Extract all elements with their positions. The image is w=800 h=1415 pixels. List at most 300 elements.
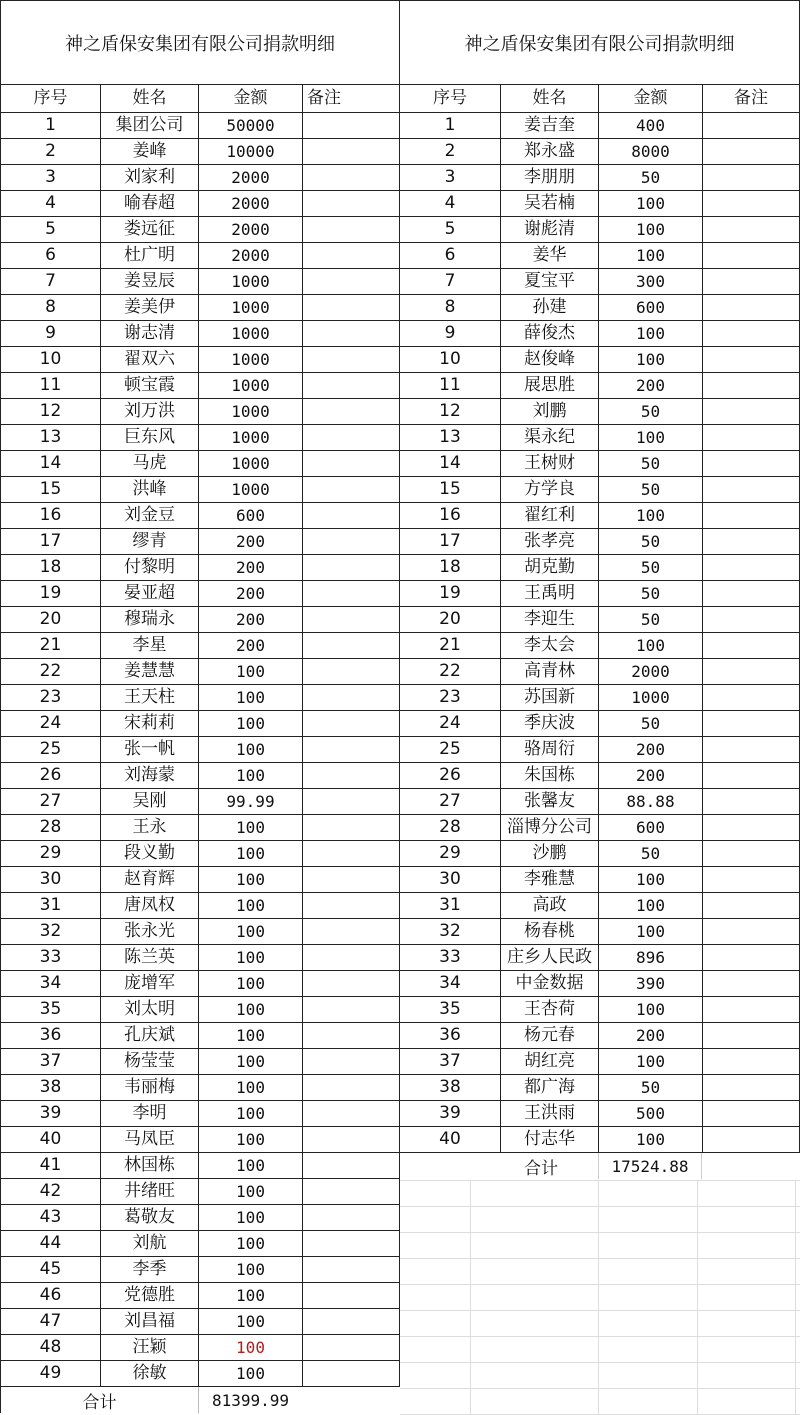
cell-number[interactable]: 45 (0, 1257, 100, 1282)
cell-number[interactable]: 46 (0, 1283, 100, 1308)
cell-name[interactable]: 巨东风 (100, 425, 198, 450)
cell-name[interactable]: 姜昱辰 (100, 269, 198, 294)
cell-remark[interactable] (702, 555, 800, 580)
cell-amount[interactable]: 100 (598, 1127, 702, 1152)
cell-remark[interactable] (702, 477, 800, 502)
cell-name[interactable]: 胡红亮 (500, 1049, 598, 1074)
cell-amount[interactable]: 1000 (198, 321, 302, 346)
cell-name[interactable]: 段义勤 (100, 841, 198, 866)
cell-number[interactable]: 10 (0, 347, 100, 372)
cell-remark[interactable] (302, 477, 400, 502)
cell-name[interactable]: 杨元春 (500, 1023, 598, 1048)
cell-name[interactable]: 刘鹏 (500, 399, 598, 424)
cell-name[interactable]: 谢志清 (100, 321, 198, 346)
cell-name[interactable]: 刘海蒙 (100, 763, 198, 788)
cell-name[interactable]: 王禹明 (500, 581, 598, 606)
cell-amount[interactable]: 100 (598, 503, 702, 528)
cell-remark[interactable] (302, 191, 400, 216)
cell-amount[interactable]: 100 (598, 243, 702, 268)
cell-name[interactable]: 庞增军 (100, 971, 198, 996)
cell-number[interactable]: 38 (439, 1077, 461, 1097)
cell-name[interactable]: 李迎生 (500, 607, 598, 632)
cell-amount[interactable]: 600 (598, 815, 702, 840)
cell-name[interactable]: 付黎明 (100, 555, 198, 580)
cell-name[interactable]: 晏亚超 (100, 581, 198, 606)
cell-name[interactable]: 马凤臣 (100, 1127, 198, 1152)
cell-remark[interactable] (702, 1127, 800, 1152)
cell-number[interactable]: 19 (0, 581, 100, 606)
cell-name[interactable]: 李季 (100, 1257, 198, 1282)
cell-amount[interactable]: 200 (198, 607, 302, 632)
cell-name[interactable]: 王永 (100, 815, 198, 840)
cell-number[interactable]: 3 (444, 167, 456, 187)
cell-amount[interactable]: 200 (198, 555, 302, 580)
cell-number[interactable]: 10 (439, 349, 461, 369)
cell-amount[interactable]: 200 (198, 581, 302, 606)
cell-name[interactable]: 季庆波 (500, 711, 598, 736)
cell-number[interactable]: 49 (0, 1361, 100, 1386)
cell-number[interactable]: 29 (439, 843, 461, 863)
cell-amount[interactable]: 100 (198, 1075, 302, 1100)
cell-number[interactable]: 17 (439, 531, 461, 551)
cell-amount[interactable]: 200 (198, 633, 302, 658)
cell-remark[interactable] (302, 295, 400, 320)
cell-amount[interactable]: 100 (198, 1231, 302, 1256)
cell-amount[interactable]: 600 (198, 503, 302, 528)
cell-name[interactable]: 高政 (500, 893, 598, 918)
cell-amount[interactable]: 1000 (198, 399, 302, 424)
cell-remark[interactable] (702, 659, 800, 684)
cell-amount[interactable]: 1000 (198, 347, 302, 372)
cell-remark[interactable] (702, 763, 800, 788)
cell-name[interactable]: 苏国新 (500, 685, 598, 710)
cell-remark[interactable] (702, 815, 800, 840)
cell-number[interactable]: 28 (0, 815, 100, 840)
cell-remark[interactable] (302, 1361, 400, 1386)
cell-number[interactable]: 26 (439, 765, 461, 785)
cell-number[interactable]: 23 (0, 685, 100, 710)
cell-remark[interactable] (302, 425, 400, 450)
cell-number[interactable]: 47 (0, 1309, 100, 1334)
cell-amount[interactable]: 100 (198, 1309, 302, 1334)
cell-amount[interactable]: 100 (198, 1153, 302, 1178)
cell-number[interactable]: 7 (444, 271, 456, 291)
cell-name[interactable]: 渠永纪 (500, 425, 598, 450)
cell-amount[interactable]: 50 (598, 841, 702, 866)
cell-amount[interactable]: 1000 (198, 477, 302, 502)
cell-number[interactable]: 25 (439, 739, 461, 759)
cell-remark[interactable] (302, 139, 400, 164)
cell-number[interactable]: 21 (0, 633, 100, 658)
cell-name[interactable]: 翟双六 (100, 347, 198, 372)
cell-remark[interactable] (702, 607, 800, 632)
cell-number[interactable]: 31 (0, 893, 100, 918)
cell-amount[interactable]: 100 (198, 711, 302, 736)
cell-amount[interactable]: 100 (198, 1205, 302, 1230)
cell-remark[interactable] (302, 581, 400, 606)
cell-number[interactable]: 18 (439, 557, 461, 577)
cell-remark[interactable] (302, 1335, 400, 1360)
cell-remark[interactable] (302, 555, 400, 580)
cell-name[interactable]: 韦丽梅 (100, 1075, 198, 1100)
cell-amount[interactable]: 200 (598, 763, 702, 788)
cell-amount[interactable]: 100 (198, 685, 302, 710)
cell-amount[interactable]: 1000 (598, 685, 702, 710)
cell-name[interactable]: 孔庆斌 (100, 1023, 198, 1048)
header-name[interactable]: 姓名 (100, 85, 198, 112)
cell-remark[interactable] (302, 1309, 400, 1334)
cell-remark[interactable] (302, 1283, 400, 1308)
cell-amount[interactable]: 50 (598, 1075, 702, 1100)
cell-amount[interactable]: 2000 (198, 243, 302, 268)
cell-amount[interactable]: 390 (598, 971, 702, 996)
cell-remark[interactable] (702, 867, 800, 892)
cell-number[interactable]: 35 (439, 999, 461, 1019)
cell-number[interactable]: 1 (444, 115, 456, 135)
cell-name[interactable]: 林国栋 (100, 1153, 198, 1178)
cell-remark[interactable] (302, 763, 400, 788)
cell-name[interactable]: 缪青 (100, 529, 198, 554)
cell-remark[interactable] (302, 789, 400, 814)
cell-remark[interactable] (702, 425, 800, 450)
cell-name[interactable]: 刘航 (100, 1231, 198, 1256)
cell-number[interactable]: 39 (0, 1101, 100, 1126)
cell-number[interactable]: 30 (439, 869, 461, 889)
cell-remark[interactable] (702, 1075, 800, 1100)
cell-number[interactable]: 35 (0, 997, 100, 1022)
cell-number[interactable]: 17 (0, 529, 100, 554)
cell-number[interactable]: 9 (0, 321, 100, 346)
cell-number[interactable]: 16 (439, 505, 461, 525)
cell-name[interactable]: 汪颖 (100, 1335, 198, 1360)
cell-number[interactable]: 2 (444, 141, 456, 161)
cell-remark[interactable] (702, 971, 800, 996)
cell-amount[interactable]: 100 (198, 1335, 302, 1360)
cell-number[interactable]: 23 (439, 687, 461, 707)
cell-number[interactable]: 38 (0, 1075, 100, 1100)
cell-number[interactable]: 28 (439, 817, 461, 837)
cell-remark[interactable] (702, 581, 800, 606)
cell-remark[interactable] (702, 191, 800, 216)
cell-amount[interactable]: 100 (198, 659, 302, 684)
cell-remark[interactable] (302, 633, 400, 658)
cell-number[interactable]: 16 (0, 503, 100, 528)
cell-amount[interactable]: 200 (598, 737, 702, 762)
cell-name[interactable]: 杜广明 (100, 243, 198, 268)
cell-name[interactable]: 胡克勤 (500, 555, 598, 580)
cell-amount[interactable]: 100 (598, 191, 702, 216)
cell-amount[interactable]: 50 (598, 451, 702, 476)
cell-remark[interactable] (302, 1049, 400, 1074)
cell-amount[interactable]: 100 (198, 763, 302, 788)
cell-number[interactable]: 37 (439, 1051, 461, 1071)
cell-name[interactable]: 淄博分公司 (500, 815, 598, 840)
cell-remark[interactable] (302, 399, 400, 424)
cell-remark[interactable] (302, 1179, 400, 1204)
cell-remark[interactable] (702, 399, 800, 424)
cell-remark[interactable] (302, 529, 400, 554)
cell-remark[interactable] (702, 113, 800, 138)
cell-amount[interactable]: 50 (598, 581, 702, 606)
cell-number[interactable]: 33 (0, 945, 100, 970)
cell-remark[interactable] (302, 503, 400, 528)
cell-number[interactable]: 11 (0, 373, 100, 398)
cell-number[interactable]: 27 (0, 789, 100, 814)
cell-amount[interactable]: 100 (198, 841, 302, 866)
cell-remark[interactable] (702, 685, 800, 710)
cell-number[interactable]: 14 (439, 453, 461, 473)
cell-remark[interactable] (702, 217, 800, 242)
cell-name[interactable]: 徐敏 (100, 1361, 198, 1386)
cell-number[interactable]: 7 (0, 269, 100, 294)
cell-amount[interactable]: 100 (198, 919, 302, 944)
cell-name[interactable]: 张一帆 (100, 737, 198, 762)
cell-name[interactable]: 沙鹏 (500, 841, 598, 866)
cell-number[interactable]: 40 (0, 1127, 100, 1152)
cell-remark[interactable] (702, 373, 800, 398)
cell-amount[interactable]: 50 (598, 529, 702, 554)
cell-amount[interactable]: 1000 (198, 425, 302, 450)
cell-remark[interactable] (302, 737, 400, 762)
cell-remark[interactable] (302, 971, 400, 996)
cell-amount[interactable]: 100 (198, 945, 302, 970)
cell-remark[interactable] (302, 997, 400, 1022)
cell-name[interactable]: 薛俊杰 (500, 321, 598, 346)
cell-number[interactable]: 31 (439, 895, 461, 915)
cell-remark[interactable] (302, 1101, 400, 1126)
cell-name[interactable]: 唐凤权 (100, 893, 198, 918)
cell-number[interactable]: 13 (439, 427, 461, 447)
cell-amount[interactable]: 100 (598, 1049, 702, 1074)
cell-remark[interactable] (702, 243, 800, 268)
cell-number[interactable]: 9 (444, 323, 456, 343)
cell-amount[interactable]: 1000 (198, 373, 302, 398)
cell-number[interactable]: 4 (0, 191, 100, 216)
cell-name[interactable]: 付志华 (500, 1127, 598, 1152)
cell-name[interactable]: 李明 (100, 1101, 198, 1126)
cell-name[interactable]: 展思胜 (500, 373, 598, 398)
cell-remark[interactable] (702, 633, 800, 658)
cell-name[interactable]: 张永光 (100, 919, 198, 944)
cell-number[interactable]: 44 (0, 1231, 100, 1256)
cell-remark[interactable] (702, 347, 800, 372)
cell-remark[interactable] (302, 269, 400, 294)
cell-remark[interactable] (702, 295, 800, 320)
cell-number[interactable]: 3 (0, 165, 100, 190)
cell-number[interactable]: 1 (0, 113, 100, 138)
cell-number[interactable]: 20 (0, 607, 100, 632)
cell-amount[interactable]: 100 (198, 867, 302, 892)
cell-amount[interactable]: 100 (598, 347, 702, 372)
cell-amount[interactable]: 50000 (198, 113, 302, 138)
cell-amount[interactable]: 100 (198, 1023, 302, 1048)
cell-amount[interactable]: 100 (198, 997, 302, 1022)
cell-amount[interactable]: 100 (198, 1101, 302, 1126)
cell-name[interactable]: 马虎 (100, 451, 198, 476)
cell-amount[interactable]: 100 (198, 1283, 302, 1308)
cell-remark[interactable] (702, 841, 800, 866)
cell-name[interactable]: 姜美伊 (100, 295, 198, 320)
cell-name[interactable]: 吴刚 (100, 789, 198, 814)
cell-name[interactable]: 姜慧慧 (100, 659, 198, 684)
cell-remark[interactable] (702, 451, 800, 476)
cell-name[interactable]: 庄乡人民政 (500, 945, 598, 970)
cell-remark[interactable] (302, 1153, 400, 1178)
cell-number[interactable]: 32 (0, 919, 100, 944)
cell-name[interactable]: 宋莉莉 (100, 711, 198, 736)
cell-name[interactable]: 赵俊峰 (500, 347, 598, 372)
cell-name[interactable]: 刘金豆 (100, 503, 198, 528)
cell-remark[interactable] (702, 503, 800, 528)
cell-amount[interactable]: 200 (198, 529, 302, 554)
cell-remark[interactable] (302, 165, 400, 190)
cell-remark[interactable] (302, 1231, 400, 1256)
cell-amount[interactable]: 400 (598, 113, 702, 138)
cell-remark[interactable] (302, 659, 400, 684)
cell-remark[interactable] (302, 607, 400, 632)
header-amount[interactable]: 金额 (598, 85, 702, 112)
cell-amount[interactable]: 100 (598, 633, 702, 658)
cell-remark[interactable] (302, 945, 400, 970)
cell-remark[interactable] (302, 1023, 400, 1048)
header-number[interactable]: 序号 (433, 88, 467, 108)
cell-number[interactable]: 39 (439, 1103, 461, 1123)
cell-amount[interactable]: 100 (198, 737, 302, 762)
cell-name[interactable]: 李星 (100, 633, 198, 658)
cell-name[interactable]: 喻春超 (100, 191, 198, 216)
cell-remark[interactable] (702, 997, 800, 1022)
cell-remark[interactable] (702, 321, 800, 346)
cell-name[interactable]: 夏宝平 (500, 269, 598, 294)
cell-remark[interactable] (302, 373, 400, 398)
cell-amount[interactable]: 100 (598, 321, 702, 346)
cell-amount[interactable]: 100 (198, 1049, 302, 1074)
cell-remark[interactable] (302, 1257, 400, 1282)
cell-name[interactable]: 高青林 (500, 659, 598, 684)
cell-name[interactable]: 谢彪清 (500, 217, 598, 242)
cell-amount[interactable]: 50 (598, 555, 702, 580)
cell-remark[interactable] (702, 893, 800, 918)
cell-number[interactable]: 22 (439, 661, 461, 681)
cell-number[interactable]: 36 (439, 1025, 461, 1045)
cell-remark[interactable] (302, 113, 400, 138)
cell-name[interactable]: 王杏荷 (500, 997, 598, 1022)
cell-name[interactable]: 翟红利 (500, 503, 598, 528)
cell-name[interactable]: 杨春桃 (500, 919, 598, 944)
cell-name[interactable]: 郑永盛 (500, 139, 598, 164)
cell-number[interactable]: 27 (439, 791, 461, 811)
cell-number[interactable]: 8 (444, 297, 456, 317)
cell-amount[interactable]: 896 (598, 945, 702, 970)
cell-amount[interactable]: 100 (598, 217, 702, 242)
cell-amount[interactable]: 100 (198, 1179, 302, 1204)
cell-amount[interactable]: 50 (598, 399, 702, 424)
cell-amount[interactable]: 99.99 (198, 789, 302, 814)
cell-number[interactable]: 24 (439, 713, 461, 733)
cell-number[interactable]: 48 (0, 1335, 100, 1360)
cell-number[interactable]: 14 (0, 451, 100, 476)
cell-amount[interactable]: 500 (598, 1101, 702, 1126)
total-label[interactable]: 合计 (524, 1158, 558, 1179)
cell-amount[interactable]: 100 (198, 1361, 302, 1386)
cell-amount[interactable]: 100 (198, 1257, 302, 1282)
cell-amount[interactable]: 50 (598, 711, 702, 736)
cell-remark[interactable] (302, 841, 400, 866)
cell-remark[interactable] (702, 711, 800, 736)
cell-remark[interactable] (302, 1075, 400, 1100)
cell-name[interactable]: 李太会 (500, 633, 598, 658)
cell-name[interactable]: 刘万洪 (100, 399, 198, 424)
cell-remark[interactable] (302, 893, 400, 918)
cell-amount[interactable]: 88.88 (598, 789, 702, 814)
cell-number[interactable]: 37 (0, 1049, 100, 1074)
cell-remark[interactable] (702, 139, 800, 164)
cell-remark[interactable] (302, 685, 400, 710)
cell-number[interactable]: 29 (0, 841, 100, 866)
cell-remark[interactable] (302, 347, 400, 372)
cell-name[interactable]: 葛敬友 (100, 1205, 198, 1230)
cell-number[interactable]: 13 (0, 425, 100, 450)
cell-number[interactable]: 4 (444, 193, 456, 213)
cell-name[interactable]: 穆瑞永 (100, 607, 198, 632)
cell-name[interactable]: 娄远征 (100, 217, 198, 242)
header-remark[interactable]: 备注 (702, 85, 800, 112)
cell-name[interactable]: 王天柱 (100, 685, 198, 710)
cell-amount[interactable]: 100 (198, 971, 302, 996)
cell-name[interactable]: 刘太明 (100, 997, 198, 1022)
cell-number[interactable]: 2 (0, 139, 100, 164)
cell-remark[interactable] (302, 1205, 400, 1230)
cell-number[interactable]: 12 (0, 399, 100, 424)
cell-amount[interactable]: 200 (598, 373, 702, 398)
cell-amount[interactable]: 600 (598, 295, 702, 320)
cell-amount[interactable]: 300 (598, 269, 702, 294)
cell-amount[interactable]: 100 (598, 425, 702, 450)
cell-amount[interactable]: 1000 (198, 295, 302, 320)
cell-name[interactable]: 姜峰 (100, 139, 198, 164)
cell-name[interactable]: 李朋朋 (500, 165, 598, 190)
cell-number[interactable]: 21 (439, 635, 461, 655)
cell-number[interactable]: 5 (0, 217, 100, 242)
cell-name[interactable]: 张孝亮 (500, 529, 598, 554)
cell-name[interactable]: 骆周衍 (500, 737, 598, 762)
cell-name[interactable]: 中金数据 (500, 971, 598, 996)
cell-amount[interactable]: 50 (598, 165, 702, 190)
cell-amount[interactable]: 2000 (198, 191, 302, 216)
cell-amount[interactable]: 1000 (198, 269, 302, 294)
cell-remark[interactable] (302, 1127, 400, 1152)
cell-remark[interactable] (302, 451, 400, 476)
cell-remark[interactable] (702, 529, 800, 554)
cell-number[interactable]: 15 (439, 479, 461, 499)
cell-number[interactable]: 6 (0, 243, 100, 268)
cell-number[interactable]: 32 (439, 921, 461, 941)
cell-number[interactable]: 22 (0, 659, 100, 684)
cell-name[interactable]: 洪峰 (100, 477, 198, 502)
total-value[interactable]: 81399.99 (198, 1387, 302, 1413)
cell-amount[interactable]: 8000 (598, 139, 702, 164)
header-amount[interactable]: 金额 (198, 85, 302, 112)
cell-number[interactable]: 15 (0, 477, 100, 502)
cell-name[interactable]: 姜吉奎 (500, 113, 598, 138)
cell-number[interactable]: 20 (439, 609, 461, 629)
cell-remark[interactable] (702, 1049, 800, 1074)
cell-number[interactable]: 43 (0, 1205, 100, 1230)
cell-amount[interactable]: 100 (598, 997, 702, 1022)
cell-number[interactable]: 25 (0, 737, 100, 762)
cell-remark[interactable] (702, 945, 800, 970)
cell-name[interactable]: 井绪旺 (100, 1179, 198, 1204)
